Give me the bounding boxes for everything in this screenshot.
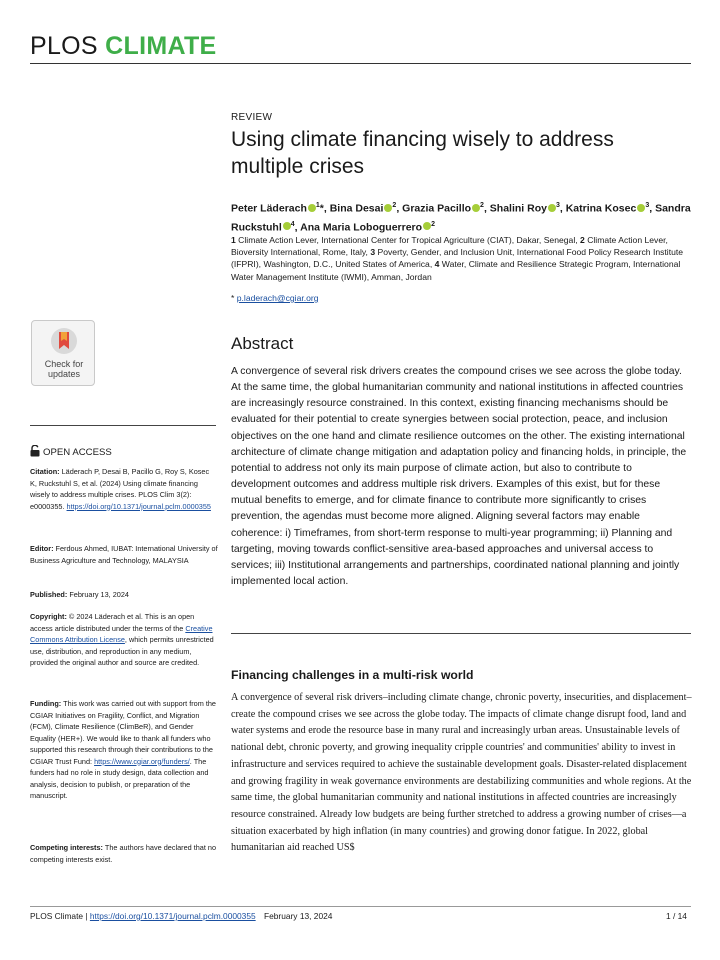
- citation-label: Citation:: [30, 467, 60, 476]
- author-name: Grazia Pacillo: [402, 202, 472, 215]
- check-for-updates-button[interactable]: [31, 320, 95, 386]
- author-affiliation-number: 2: [392, 202, 397, 209]
- orcid-icon[interactable]: [548, 204, 556, 212]
- author-separator: *,: [319, 202, 330, 215]
- journal-logo: [30, 32, 217, 61]
- footer-divider: [30, 906, 691, 907]
- orcid-icon[interactable]: [423, 222, 431, 230]
- author-name: Katrina Kosec: [565, 202, 637, 215]
- citation-text: Läderach P, Desai B, Pacillo G, Roy S, Kosec K, Ruckstuhl S, et al. (2024) Using climate financing wisely to address multiple crises. PLOS Clim 3(2): e0000355.: [30, 467, 210, 511]
- funding-text-cont: . The funders had no role in study design, data collection and analysis, decision to publish, or preparation of the manuscript.: [30, 756, 209, 800]
- footer-citation: [30, 911, 332, 921]
- funding-text: This work was carried out with support from the CGIAR Initiatives on Fragility, Conflict, and Migration (FCM), Climate Resilience (ClimBeR), and Gender Equality (HER+). We would like to thank all funders who supported this research through their contributions to the CGIAR Trust Fund:: [30, 699, 216, 766]
- section-heading: Financing challenges in a multi-risk world: [231, 668, 474, 682]
- body-paragraph: A convergence of several risk drivers–including climate change, chronic poverty, insecurities, and displacement–create the compound crises we see across the globe today. The impacts of climate change disrupt food, land and water systems and erode the resource base in many rural and increasingly urban areas. Unsustainable levels of national debt, chronic poverty, and growing inequality cripple countries' and communities' ability to invest in infrastructure and services required to achieve the sustainable development goals. Disaster-related displacement and growing fragility in weak governance environments are destabilizing communities and whole regions. At the same time, the global humanitarian community and national institutions in affected countries are increasingly resource constrained. Already low budgets are being further stretched to address a growing number of crises—a situation exacerbated by high inflation (in many countries) and growing donor fatigue. In 2022, global humanitarian aid reached US$: [231, 692, 692, 854]
- article-title: Using climate financing wisely to address multiple crises: [231, 128, 614, 178]
- author-separator: ,: [294, 221, 301, 233]
- funders-link[interactable]: https://www.cgiar.org/funders/: [94, 756, 190, 766]
- abstract-divider: [231, 633, 691, 634]
- author-name: Bina Desai: [329, 202, 384, 215]
- author-separator: ,: [559, 202, 566, 215]
- editor-text: Ferdous Ahmed, IUBAT: International University of Business Agriculture and Technology, MALAYSIA: [30, 544, 218, 565]
- author-name: Sandra Ruckstuhl: [231, 202, 691, 233]
- open-access-label: OPEN ACCESS: [43, 447, 112, 458]
- editor-block: [30, 543, 218, 566]
- author-name: Ana Maria Loboguerrero: [300, 221, 423, 233]
- competing-interests-block: [30, 842, 218, 865]
- corresponding-email-link[interactable]: p.laderach@cgiar.org: [236, 293, 319, 303]
- abstract-heading: Abstract: [231, 334, 294, 353]
- funding-label: Funding:: [30, 699, 62, 708]
- author-separator: ,: [483, 202, 490, 215]
- published-block: [30, 589, 218, 601]
- affiliation-text: Climate Action Lever, International Center for Tropical Agriculture (CIAT), Dakar, Senegal,: [238, 235, 578, 245]
- affiliation-number: 3: [370, 247, 376, 258]
- footer-doi-link[interactable]: https://doi.org/10.1371/journal.pclm.0000355: [89, 911, 256, 921]
- competing-label: Competing interests:: [30, 843, 103, 852]
- citation-block: [30, 466, 218, 512]
- orcid-icon[interactable]: [283, 222, 291, 230]
- author-separator: ,: [396, 202, 403, 215]
- editor-label: Editor:: [30, 544, 54, 553]
- bookmark-icon: [50, 327, 78, 355]
- author-affiliation-number: 3: [555, 202, 560, 209]
- sidebar-divider: [30, 425, 216, 426]
- competing-text: The authors have declared that no competing interests exist.: [30, 843, 217, 864]
- author-affiliation-number: 2: [480, 202, 484, 209]
- copyright-text-cont: , which permits unrestricted use, distribution, and reproduction in any medium, provided the original author and source are credited.: [30, 635, 214, 667]
- open-access-badge: [30, 445, 112, 458]
- author-affiliation-number: 4: [290, 220, 295, 228]
- license-link[interactable]: Creative Commons Attribution License: [30, 623, 213, 644]
- published-label: Published:: [30, 590, 68, 599]
- copyright-text: © 2024 Läderach et al. This is an open access article distributed under the terms of the: [30, 612, 195, 633]
- corresponding-author: [231, 293, 319, 303]
- orcid-icon[interactable]: [308, 204, 316, 212]
- copyright-block: [30, 611, 218, 669]
- footer-journal: PLOS Climate |: [30, 911, 90, 921]
- affiliation-text: Poverty, Gender, and Inclusion Unit, International Food Policy Research Institute (IFPRI), Washington, D.C., United States of America,: [231, 247, 684, 270]
- footer-date: February 13, 2024: [263, 911, 333, 921]
- author-affiliation-number: 3: [645, 202, 650, 209]
- published-date: February 13, 2024: [69, 590, 129, 599]
- author-affiliation-number: 2: [431, 220, 435, 228]
- affiliations: [231, 234, 691, 283]
- affiliation-text: Climate Action Lever, Bioversity International, Rome, Italy,: [231, 235, 668, 258]
- journal-name-climate: CLIMATE: [105, 32, 217, 60]
- orcid-icon[interactable]: [472, 204, 480, 212]
- page-number: 1 / 14: [666, 911, 687, 921]
- author-affiliation-number: 1: [315, 202, 320, 209]
- affiliation-number: 1: [231, 235, 236, 245]
- affiliation-number: 2: [580, 235, 585, 245]
- abstract-text: A convergence of several risk drivers creates the compound crises we see across the globe today. At the same time, the global humanitarian community and national institutions in affected countries are increasingly resource constrained. In this context, existing financing mechanisms should be evaluated for their potential to create synergies between social protection, peace, and inclusion objectives on the one hand and climate resilience outcomes on the other. The existing international architecture of climate change mitigation and adaptation policy and financing holds, in principle, the potential to address not only its main purpose of climate action, but also to contribute to development outcomes and address multiple risk drivers. Examples of this exist, but for these mutual benefits to emerge, and for climate finance to contribute more significantly to crises prevention, the agendas must become more aligned. Aligning several factors may enable coherence: i) Timeframes, from short-term response to multi-year programming; ii) Planning and targeting, moving towards conflict-sensitive area-based approaches and universal access to services; iii) Institutional arrangements and partnerships, coordinated national planning and jointly implemented local action.: [231, 366, 687, 588]
- copyright-label: Copyright:: [30, 612, 67, 621]
- author-separator: ,: [649, 202, 656, 215]
- open-lock-icon: [30, 445, 40, 457]
- author-list: [231, 198, 691, 235]
- author-name: Peter Läderach: [231, 202, 307, 215]
- article-type: REVIEW: [231, 112, 273, 123]
- check-for-updates-label: Check for updates: [44, 359, 84, 379]
- affiliation-number: 4: [434, 259, 440, 270]
- header-divider: [30, 63, 691, 64]
- affiliation-text: Water, Climate and Resilience Strategic Program, International Water Management Institute (IWMI), Amman, Jordan: [231, 259, 681, 282]
- author-name: Shalini Roy: [489, 202, 547, 215]
- corresponding-mark: *: [231, 293, 235, 303]
- citation-doi-link[interactable]: https://doi.org/10.1371/journal.pclm.0000355: [66, 501, 211, 511]
- funding-block: [30, 698, 218, 802]
- journal-name-plos: PLOS: [30, 32, 98, 60]
